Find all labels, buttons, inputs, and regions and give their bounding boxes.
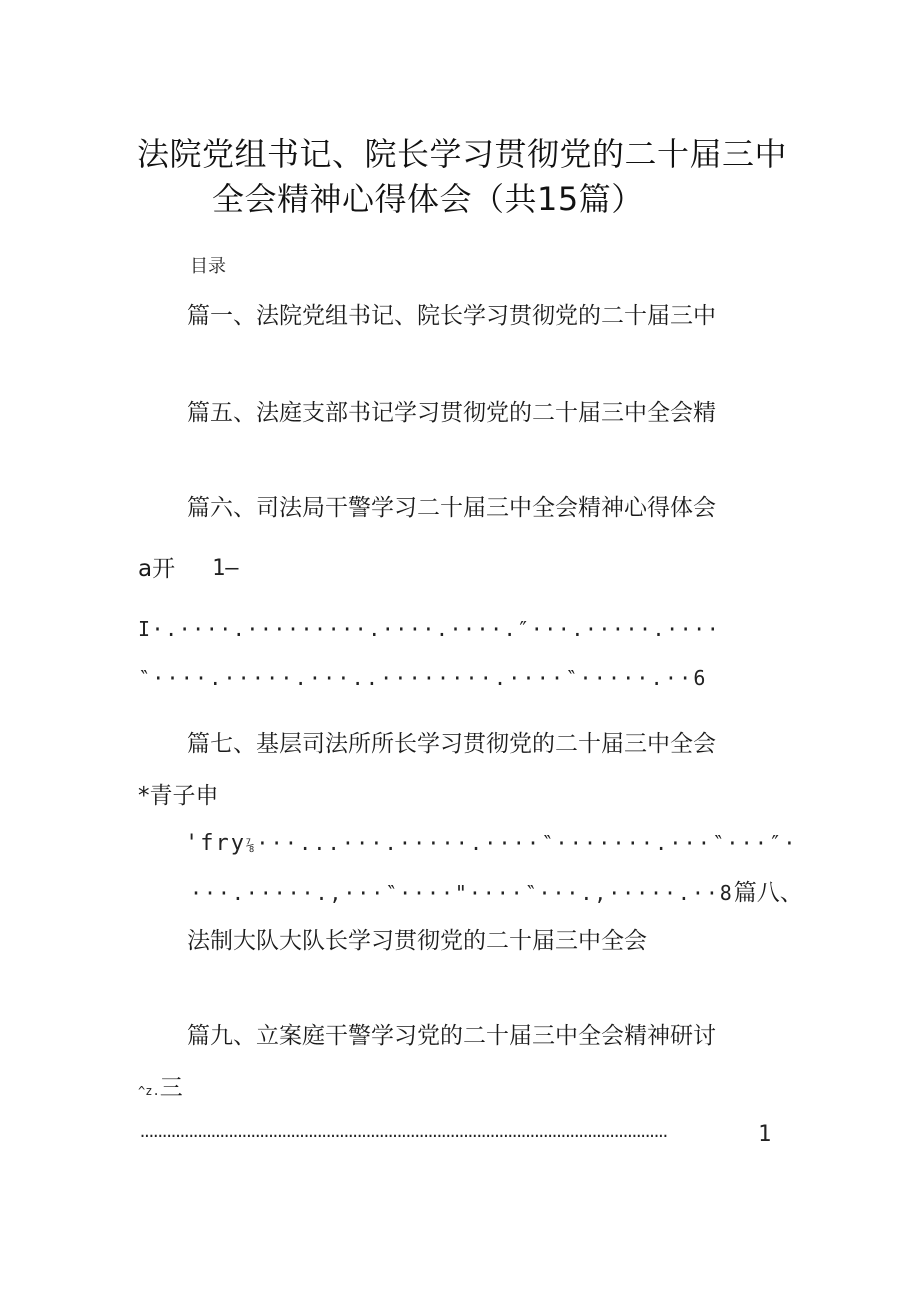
ocr-fragment-z: [138, 1077, 183, 1100]
ocr-fragment-a: a开: [138, 556, 176, 582]
toc-entry-8-head: 篇八、: [733, 880, 803, 906]
ocr-fry-suffix: ⅞: [245, 838, 257, 854]
toc-entry-5: 篇五、法庭支部书记学习贯彻党的二十届三中全会精: [187, 400, 716, 426]
ocr-fragment-qing: *青子申: [138, 783, 219, 809]
ocr-fragment-fry: [185, 833, 798, 855]
ocr-z-prefix: ^z.: [138, 1084, 160, 1098]
toc-leader-line-4-wrap: [190, 882, 803, 905]
ocr-fry-prefix: 'fry: [185, 831, 246, 856]
toc-entry-9: 篇九、立案庭干警学习党的二十届三中全会精神研讨: [187, 1023, 716, 1049]
toc-entry-1: 篇一、法院党组书记、院长学习贯彻党的二十届三中: [187, 303, 716, 329]
document-title-line-1: 法院党组书记、院长学习贯彻党的二十届三中: [137, 135, 788, 173]
toc-leader-line-4: ···.·····.,···‶····"····‶···.,·····.··8: [190, 881, 734, 905]
toc-entry-8: 法制大队大队长学习贯彻党的二十届三中全会: [187, 928, 647, 954]
ocr-z-char: 三: [159, 1075, 183, 1101]
document-title-line-2: 全会精神心得体会（共15篇）: [212, 180, 644, 218]
toc-leader-line-1: I·.····.·········.····.····.″···.·····.····: [138, 617, 721, 641]
ocr-fragment-a-page: 1—: [212, 556, 239, 581]
toc-leader-final: [138, 1124, 768, 1140]
toc-entry-7: 篇七、基层司法所所长学习贯彻党的二十届三中全会: [187, 731, 716, 757]
toc-leader-final-dots: .......................................................................................................................: [138, 1124, 666, 1140]
toc-leader-line-3: ···...···.·····.····‶·······.···‶···″·: [256, 831, 798, 855]
toc-leader-final-page: 1: [758, 1122, 772, 1147]
toc-leader-line-2: ‶····.·····.···..········.····‶·····.··6: [138, 666, 708, 690]
toc-heading: 目录: [190, 256, 226, 277]
toc-entry-6: 篇六、司法局干警学习二十届三中全会精神心得体会: [187, 495, 716, 521]
